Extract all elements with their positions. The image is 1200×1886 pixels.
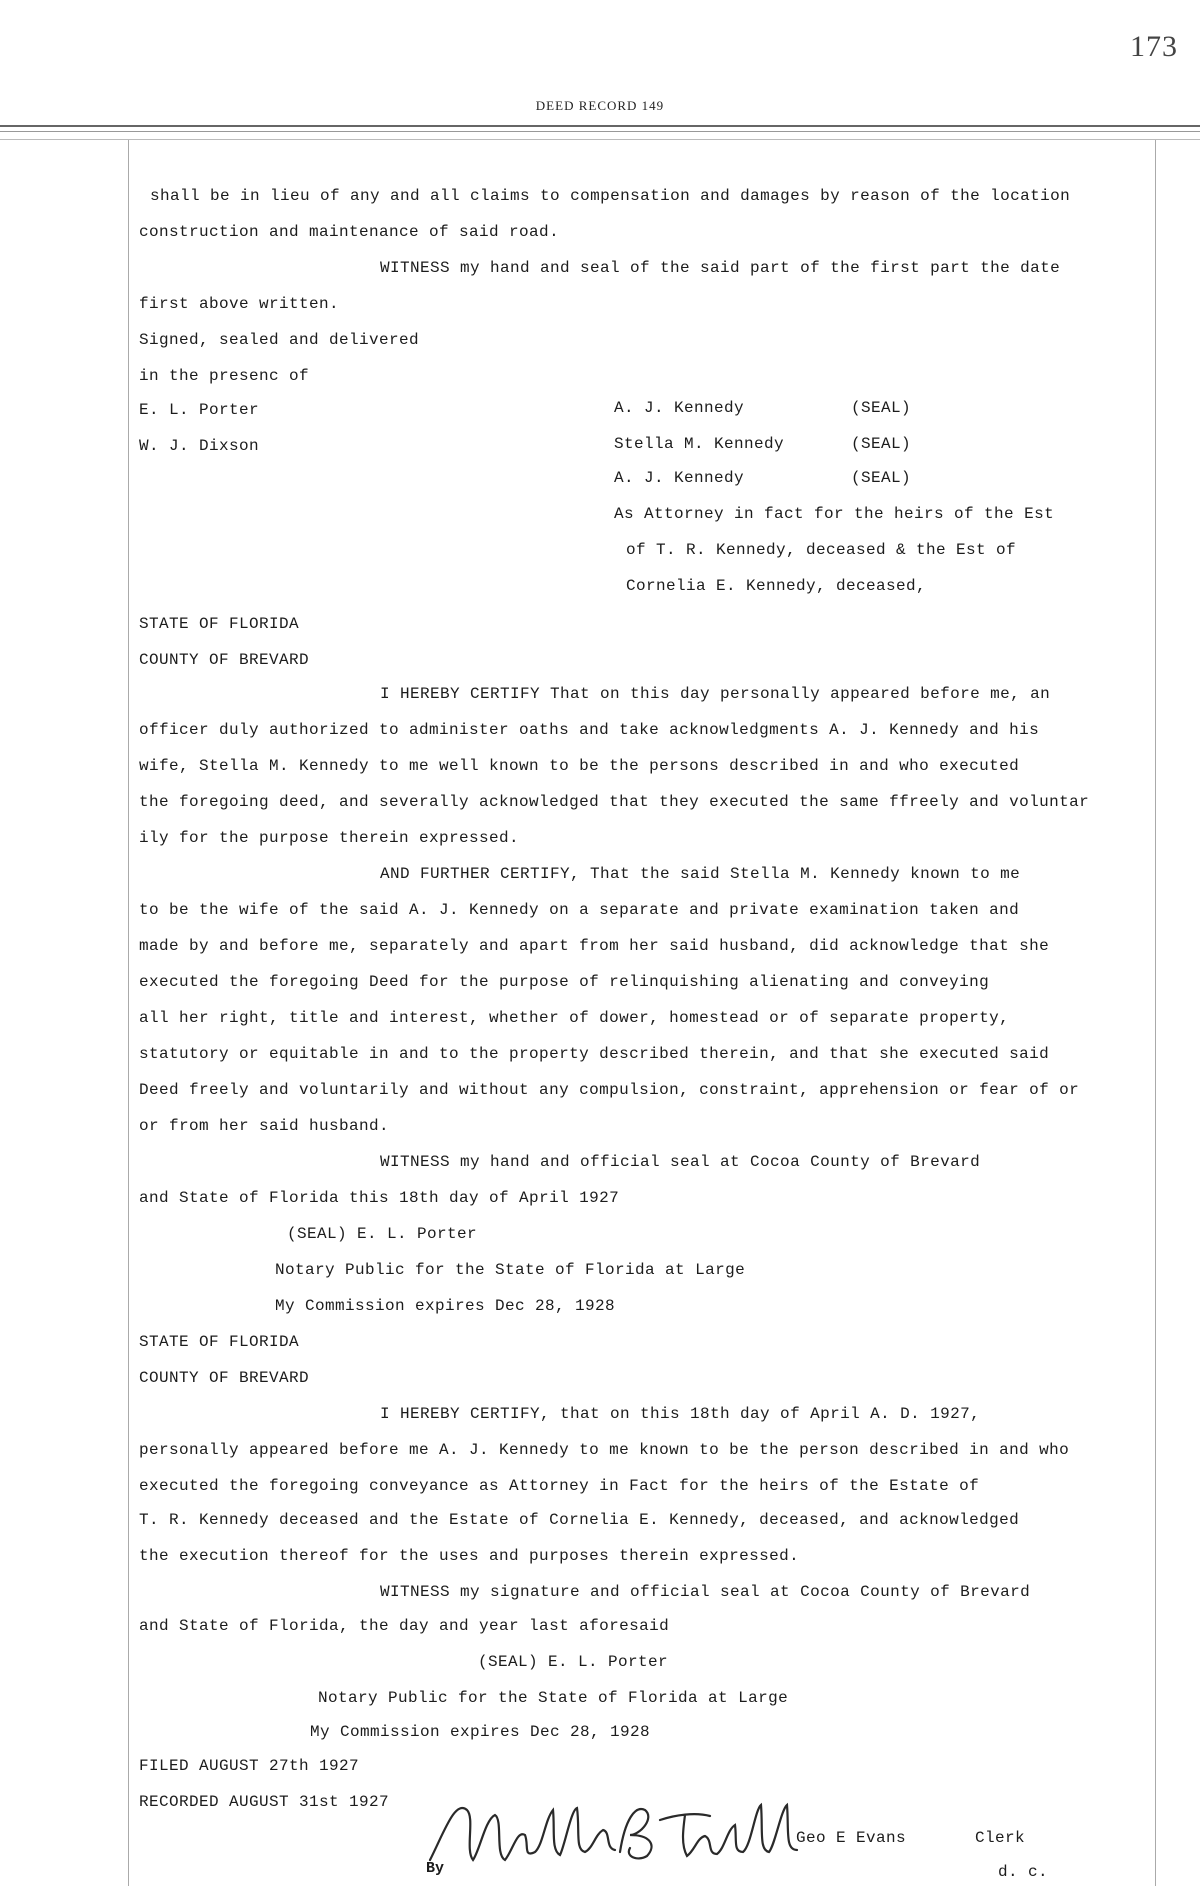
document-line: COUNTY OF BREVARD [139,651,310,669]
document-line: AND FURTHER CERTIFY, That the said Stella M. Kennedy known to me [380,865,1021,883]
document-line: Notary Public for the State of Florida at Large [275,1261,746,1279]
document-line: I HEREBY CERTIFY That on this day personally appeared before me, an [380,685,1051,703]
document-line: officer duly authorized to administer oaths and take acknowledgments A. J. Kennedy and his [139,721,1040,739]
document-line: Geo E Evans [796,1829,907,1847]
document-line: As Attorney in fact for the heirs of the Est [614,505,1055,523]
document-line: statutory or equitable in and to the property described therein, and that she executed said [139,1045,1050,1063]
document-line: all her right, title and interest, whether of dower, homestead or of separate property, [139,1009,1010,1027]
document-line: ily for the purpose therein expressed. [139,829,520,847]
document-line: I HEREBY CERTIFY, that on this 18th day of April A. D. 1927, [380,1405,981,1423]
document-line: STATE OF FLORIDA [139,1333,300,1351]
document-line: Deed freely and voluntarily and without any compulsion, constraint, apprehension or fear of or [139,1081,1080,1099]
document-line: executed the foregoing conveyance as Attorney in Fact for the heirs of the Estate of [139,1477,980,1495]
document-line: My Commission expires Dec 28, 1928 [310,1723,651,1741]
header-rule [0,131,1200,132]
document-line: shall be in lieu of any and all claims to compensation and damages by reason of the location [150,187,1071,205]
document-line: d. c. [998,1863,1049,1881]
document-line: to be the wife of the said A. J. Kennedy on a separate and private examination taken and [139,901,1020,919]
document-line: of T. R. Kennedy, deceased & the Est of [626,541,1017,559]
document-line: (SEAL) E. L. Porter [478,1653,669,1671]
document-line: My Commission expires Dec 28, 1928 [275,1297,616,1315]
left-margin-line [128,140,129,1886]
document-line: Notary Public for the State of Florida at Large [318,1689,789,1707]
document-line: (SEAL) E. L. Porter [287,1225,478,1243]
document-line: WITNESS my signature and official seal at Cocoa County of Brevard [380,1583,1031,1601]
right-margin-line [1155,140,1156,1886]
document-line: first above written. [139,295,340,313]
document-line: Signed, sealed and delivered [139,331,420,349]
document-line: A. J. Kennedy [614,399,745,417]
document-line: made by and before me, separately and apart from her said husband, did acknowledge that she [139,937,1050,955]
document-line: WITNESS my hand and seal of the said part of the first part the date [380,259,1061,277]
document-line: A. J. Kennedy [614,469,745,487]
document-line: COUNTY OF BREVARD [139,1369,310,1387]
document-line: in the presenc of [139,367,310,385]
document-line: Stella M. Kennedy [614,435,785,453]
record-title: DEED RECORD 149 [535,98,665,113]
document-line: FILED AUGUST 27th 1927 [139,1757,360,1775]
document-line: E. L. Porter [139,401,260,419]
document-line: Clerk [975,1829,1026,1847]
document-line: personally appeared before me A. J. Kennedy to me known to be the person described in and who [139,1441,1070,1459]
document-line: or from her said husband. [139,1117,390,1135]
document-line: the execution thereof for the uses and purposes therein expressed. [139,1547,800,1565]
document-line: executed the foregoing Deed for the purpose of relinquishing alienating and conveying [139,973,990,991]
header-rule [0,139,1200,140]
document-line: WITNESS my hand and official seal at Cocoa County of Brevard [380,1153,981,1171]
document-line: T. R. Kennedy deceased and the Estate of Cornelia E. Kennedy, deceased, and acknowledged [139,1511,1020,1529]
by-label: By [426,1860,445,1877]
document-line: construction and maintenance of said road. [139,223,560,241]
handwritten-signature [425,1790,805,1880]
document-line: wife, Stella M. Kennedy to me well known to be the persons described in and who executed [139,757,1020,775]
document-line: RECORDED AUGUST 31st 1927 [139,1793,390,1811]
document-line: STATE OF FLORIDA [139,615,300,633]
document-line: Cornelia E. Kennedy, deceased, [626,577,927,595]
document-line: and State of Florida this 18th day of April 1927 [139,1189,620,1207]
document-line: (SEAL) [851,435,912,453]
document-line: and State of Florida, the day and year last aforesaid [139,1617,670,1635]
document-line: (SEAL) [851,399,912,417]
document-line: the foregoing deed, and severally acknowledged that they executed the same ffreely and voluntar [139,793,1090,811]
header-rule [0,125,1200,127]
document-line: (SEAL) [851,469,912,487]
page-number: 173 [1130,30,1178,63]
document-line: W. J. Dixson [139,437,260,455]
